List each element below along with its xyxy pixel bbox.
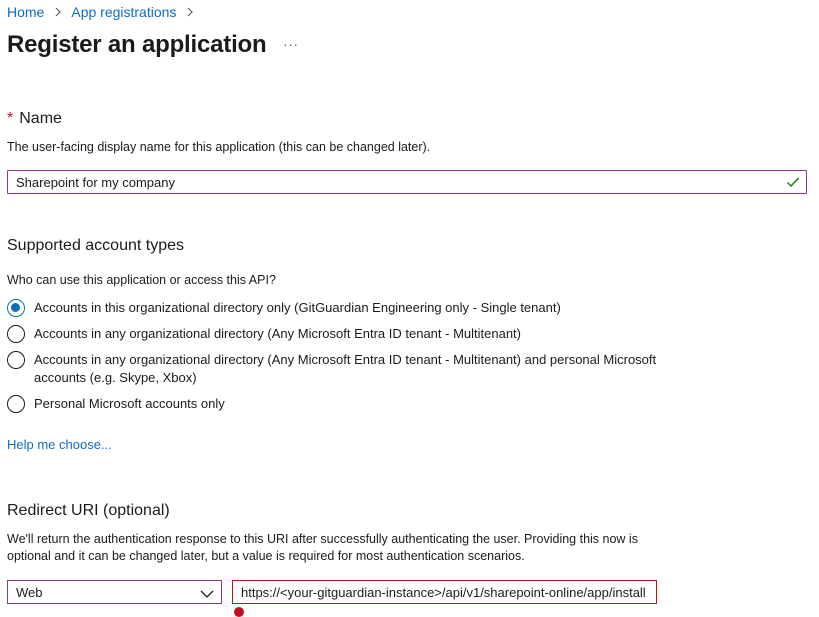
radio-button-selected[interactable] [7,299,25,317]
chevron-right-icon [185,7,195,17]
radio-button[interactable] [7,325,25,343]
required-marker: * [7,110,14,127]
name-heading [7,110,62,128]
account-types-heading: Supported account types [7,237,185,254]
radio-option-single-tenant[interactable] [7,299,667,317]
redirect-uri-input[interactable] [232,580,657,604]
page-title: Register an application [7,31,267,58]
radio-option-personal-only[interactable] [7,395,667,413]
radio-option-label: Accounts in any organizational directory (Any Microsoft Entra ID tenant - Multitenant) and personal Microsoft accounts (e.g. Skype, Xbox) [34,352,657,385]
breadcrumb [7,4,203,20]
radio-option-label: Personal Microsoft accounts only [34,396,225,411]
name-heading-label: Name [19,110,62,127]
platform-select[interactable] [7,580,222,604]
name-description: The user-facing display name for this application (this can be changed later). [7,140,431,154]
chevron-right-icon [53,7,63,17]
name-input[interactable] [7,170,807,194]
radio-option-multitenant[interactable] [7,325,667,343]
redirect-uri-description: We'll return the authentication response to this URI after successfully authenticating the user. Providing this now is optional and it can be changed later, but a value is required for most authentication scenarios. [7,532,638,563]
redirect-uri-value: https://<your-gitguardian-instance>/api/v1/sharepoint-online/app/install [241,584,646,600]
breadcrumb-app-registrations-link[interactable]: App registrations [71,4,177,20]
chevron-down-icon [200,587,214,597]
radio-button[interactable] [7,351,25,369]
breadcrumb-home-link[interactable]: Home [7,4,45,20]
checkmark-icon [786,175,800,189]
radio-button[interactable] [7,395,25,413]
platform-select-value: Web [16,584,43,600]
name-input-value: Sharepoint for my company [16,174,175,190]
radio-option-multitenant-personal[interactable] [7,351,667,387]
help-me-choose-link[interactable]: Help me choose... [7,437,112,452]
radio-option-label: Accounts in this organizational directory only (GitGuardian Engineering only - Single tenant) [34,300,561,315]
error-icon [234,607,244,617]
redirect-uri-heading: Redirect URI (optional) [7,502,170,519]
radio-option-label: Accounts in any organizational directory (Any Microsoft Entra ID tenant - Multitenant) [34,326,521,341]
account-types-question: Who can use this application or access this API? [7,273,276,287]
more-options-button[interactable]: ··· [283,36,299,52]
